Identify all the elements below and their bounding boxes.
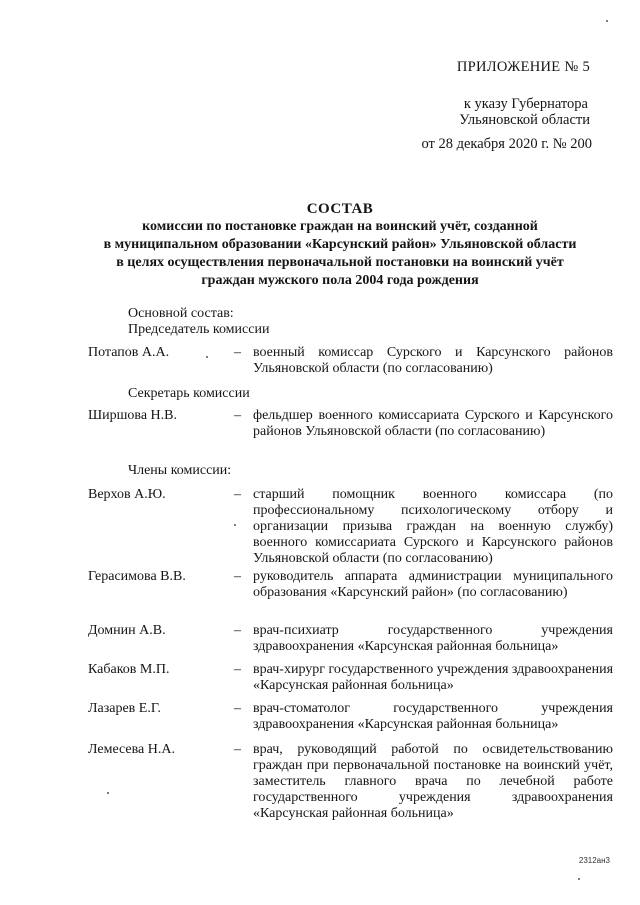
appendix-date-line: от 28 декабря 2020 г. № 200 (421, 136, 592, 152)
member-name: Герасимова В.В. (88, 569, 186, 584)
appendix-reference-line-1: к указу Губернатора (463, 96, 588, 112)
member-position: врач, руководящий работой по освидетельствованию граждан при первоначальной постановке на воинский учёт, заместитель главного врача по лечебной работе государственного учреждения здравоохранения «Карсунская районная больница» (253, 742, 613, 821)
appendix-reference-line-2: Ульяновской области (459, 112, 590, 128)
member-name: Верхов А.Ю. (88, 487, 166, 502)
member-position: военный комиссар Сурского и Карсунского районов Ульяновской области (по согласованию) (253, 345, 613, 376)
member-name: Кабаков М.П. (88, 662, 170, 677)
member-position: фельдшер военного комиссариата Сурского и Карсунского районов Ульяновской области (по согласованию) (253, 408, 613, 439)
scan-speck (606, 20, 608, 22)
member-position: врач-хирург государственного учреждения здравоохранения «Карсунская районная больница» (253, 662, 614, 693)
section-members: Члены комиссии: (128, 463, 232, 478)
member-name: Потапов А.А. (88, 345, 170, 360)
title-line-1: комиссии по постановке граждан на воинский учёт, созданной (142, 219, 538, 234)
dash-separator: – (234, 408, 241, 423)
member-name: Лазарев Е.Г. (88, 701, 161, 716)
member-position: руководитель аппарата администрации муниципального образования «Карсунский район» (по согласованию) (253, 569, 613, 600)
title-line-3: в целях осуществления первоначальной постановки на воинский учёт (116, 255, 564, 270)
document-title: СОСТАВ (306, 201, 374, 217)
dash-separator: – (234, 569, 241, 584)
scan-speck (234, 524, 236, 526)
dash-separator: – (234, 623, 241, 638)
member-position: врач-психиатр государственного учреждения здравоохранения «Карсунская районная больница» (253, 623, 613, 654)
dash-separator: – (234, 662, 241, 677)
member-position: врач-стоматолог государственного учреждения здравоохранения «Карсунская районная больница» (253, 701, 613, 732)
member-name: Домнин А.В. (88, 623, 166, 638)
dash-separator: – (234, 701, 241, 716)
dash-separator: – (234, 742, 241, 757)
scan-speck (107, 792, 109, 794)
dash-separator: – (234, 487, 241, 502)
dash-separator: – (234, 345, 241, 360)
section-chairman: Председатель комиссии (128, 322, 270, 337)
member-position: старший помощник военного комиссара (по профессиональному психологическому отбору и организации призыва граждан на военную службу) военного комиссариата Сурского и Карсунского районов Ульяновской области (по согласованию) (253, 487, 613, 566)
title-line-2: в муниципальном образовании «Карсунский район» Ульяновской области (103, 237, 577, 252)
document-code: 2312ан3 (578, 856, 610, 865)
title-line-4: граждан мужского пола 2004 года рождения (201, 273, 479, 288)
scan-speck (578, 878, 580, 880)
appendix-title: ПРИЛОЖЕНИЕ № 5 (456, 59, 590, 75)
member-name: Ширшова Н.В. (88, 408, 177, 423)
member-name: Лемесева Н.А. (88, 742, 175, 757)
section-secretary: Секретарь комиссии (128, 386, 250, 401)
section-main-composition: Основной состав: (128, 306, 234, 321)
scan-speck (206, 356, 208, 358)
